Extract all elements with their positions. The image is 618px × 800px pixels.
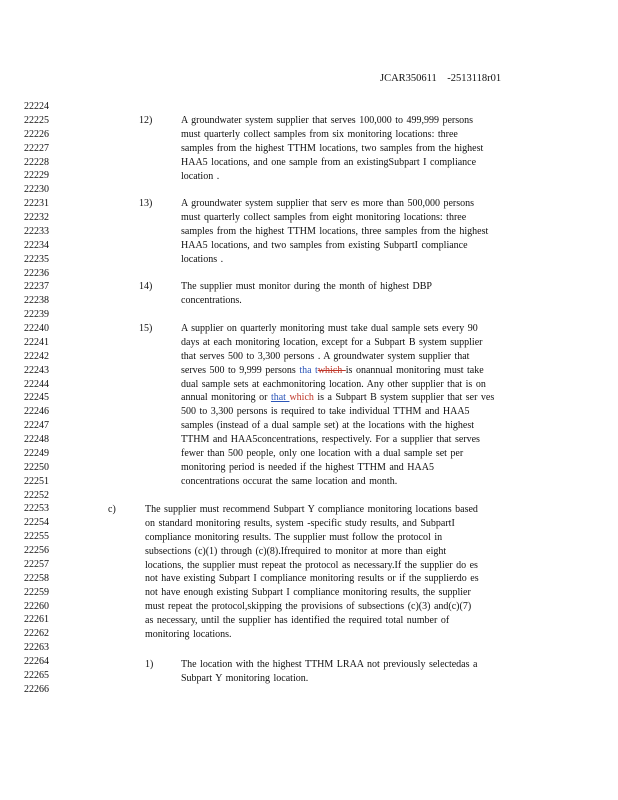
line-number: 22236 [24,267,49,279]
text-line: as necessary, until the supplier has identified the required total number of [145,615,450,626]
item-label-c: c) [108,504,116,515]
text-line: dual sample sets at eachmonitoring location. Any other supplier that is on [181,378,486,390]
item-13-text [181,197,531,266]
line-number: 22265 [24,669,49,681]
item-c-text [145,503,540,642]
text-line [181,364,541,378]
line-number: 22257 [24,558,49,570]
line-number: 22256 [24,545,49,556]
line-number: 22225 [24,114,49,126]
line-number: 22228 [24,156,49,168]
text-line [181,391,541,405]
line-number: 22252 [24,489,49,501]
line-number: 22224 [24,101,49,112]
text-run: is onannual monitoring must take [345,364,484,376]
inserted-text: that [270,392,290,404]
line-numbers [24,100,49,697]
text-line: monitoring period is needed if the highest TTHM and HAA5 [181,461,434,473]
line-number: 22239 [24,309,49,321]
deleted-text: which [317,364,346,376]
text-line: fewer than 500 people, only one location with a dual sample set per [181,447,464,459]
line-number: 22234 [24,239,49,251]
item-15-text [181,322,541,489]
line-number: 22261 [24,614,49,626]
text-line: HAA5 locations, and two samples from existing SubpartI compliance [181,239,468,251]
text-line: must quarterly collect samples from eight monitoring locations: three [181,211,467,223]
text-run: is a Subpart B system supplier that ser ves [313,392,495,404]
text-line: on standard monitoring results, system -specific study results, and SubpartI [145,517,455,529]
line-number: 22262 [24,628,49,640]
line-number: 22235 [24,253,49,265]
line-number: 22263 [24,642,49,654]
line-number: 22258 [24,572,49,584]
line-number: 22240 [24,323,49,334]
text-line: concentrations occurat the same location and month. [181,475,398,487]
line-number: 22253 [24,503,49,515]
item-label-1: 1) [145,659,154,670]
line-number: 22266 [24,683,49,695]
line-number: 22244 [24,378,49,390]
line-number: 22255 [24,531,49,543]
item-label-14: 14) [139,281,153,292]
text-line: locations, the supplier must repeat the protocol as necessary.If the supplier do es [145,559,478,571]
item-label-15: 15) [139,323,153,334]
text-line: that serves 500 to 3,300 persons . A groundwater system supplier that [181,350,470,362]
text-line: must repeat the protocol,skipping the provisions of subsections (c)(3) and(c)(7) [145,601,472,613]
item-1-text [181,658,531,686]
line-number: 22227 [24,142,49,154]
line-number: 22251 [24,475,49,487]
item-12-text [181,114,531,183]
text-line: must quarterly collect samples from six monitoring locations: three [181,128,458,140]
line-number: 22232 [24,212,49,223]
line-number: 22243 [24,364,49,376]
line-number: 22245 [24,392,49,404]
text-line: Subpart Y monitoring location. [181,672,309,684]
line-number: 22248 [24,434,49,445]
text-line: concentrations. [181,294,242,306]
text-line: subsections (c)(1) through (c)(8).Ifrequired to monitor at more than eight [145,545,447,557]
text-line: location . [181,170,220,182]
item-label-12: 12) [139,115,153,126]
text-line: samples from the highest TTHM locations, three samples from the highest [181,225,489,237]
text-line: not have existing Subpart I compliance monitoring results or if the supplierdo es [145,573,479,585]
line-number: 22237 [24,281,49,293]
item-14-text [181,280,531,308]
line-number: 22246 [24,406,49,418]
text-line: The location with the highest TTHM LRAA not previously selectedas a [181,659,478,670]
text-line: 500 to 3,300 persons is required to take individual TTHM and HAA5 [181,406,470,418]
line-number: 22264 [24,656,49,667]
line-number: 22231 [24,198,49,210]
line-number: 22229 [24,170,49,182]
text-line: A supplier on quarterly monitoring must take dual sample sets every 90 [181,323,478,334]
text-line: The supplier must recommend Subpart Y compliance monitoring locations based [145,504,478,515]
line-number: 22230 [24,184,49,196]
line-number: 22242 [24,350,49,362]
text-line: locations . [181,253,224,265]
line-number: 22238 [24,295,49,307]
text-line: compliance monitoring results. The supplier must follow the protocol in [145,531,443,543]
text-line: samples (instead of a dual sample set) at the locations with the highest [181,420,475,432]
text-line: The supplier must monitor during the month of highest DBP [181,281,432,292]
line-number: 22233 [24,225,49,237]
inserted-text: tha t [299,364,318,376]
text-line: HAA5 locations, and one sample from an existingSubpart I compliance [181,156,477,168]
text-run: annual monitoring or [181,392,271,404]
text-line: A groundwater system supplier that serves 100,000 to 499,999 persons [181,115,474,126]
line-number: 22247 [24,420,49,432]
line-number: 22260 [24,600,49,612]
text-line: samples from the highest TTHM locations, two samples from the highest [181,142,484,154]
text-line: monitoring locations. [145,628,232,640]
document-id: JCAR350611 -2513118r01 [380,73,502,84]
text-line: not have enough existing Subpart I compliance monitoring results, the supplier [145,587,471,599]
line-number: 22249 [24,447,49,459]
line-number: 22254 [24,517,49,529]
line-number: 22250 [24,461,49,473]
text-line: TTHM and HAA5concentrations, respectively. For a supplier that serves [181,434,480,445]
text-line: A groundwater system supplier that serv es more than 500,000 persons [181,198,475,209]
line-number: 22241 [24,336,49,348]
text-run: serves 500 to 9,999 persons [181,364,300,376]
line-number: 22259 [24,586,49,598]
text-line: days at each monitoring location, except for a Subpart B system supplier [181,336,483,348]
deleted-text: which [289,392,314,404]
line-number: 22226 [24,128,49,140]
item-label-13: 13) [139,198,153,209]
